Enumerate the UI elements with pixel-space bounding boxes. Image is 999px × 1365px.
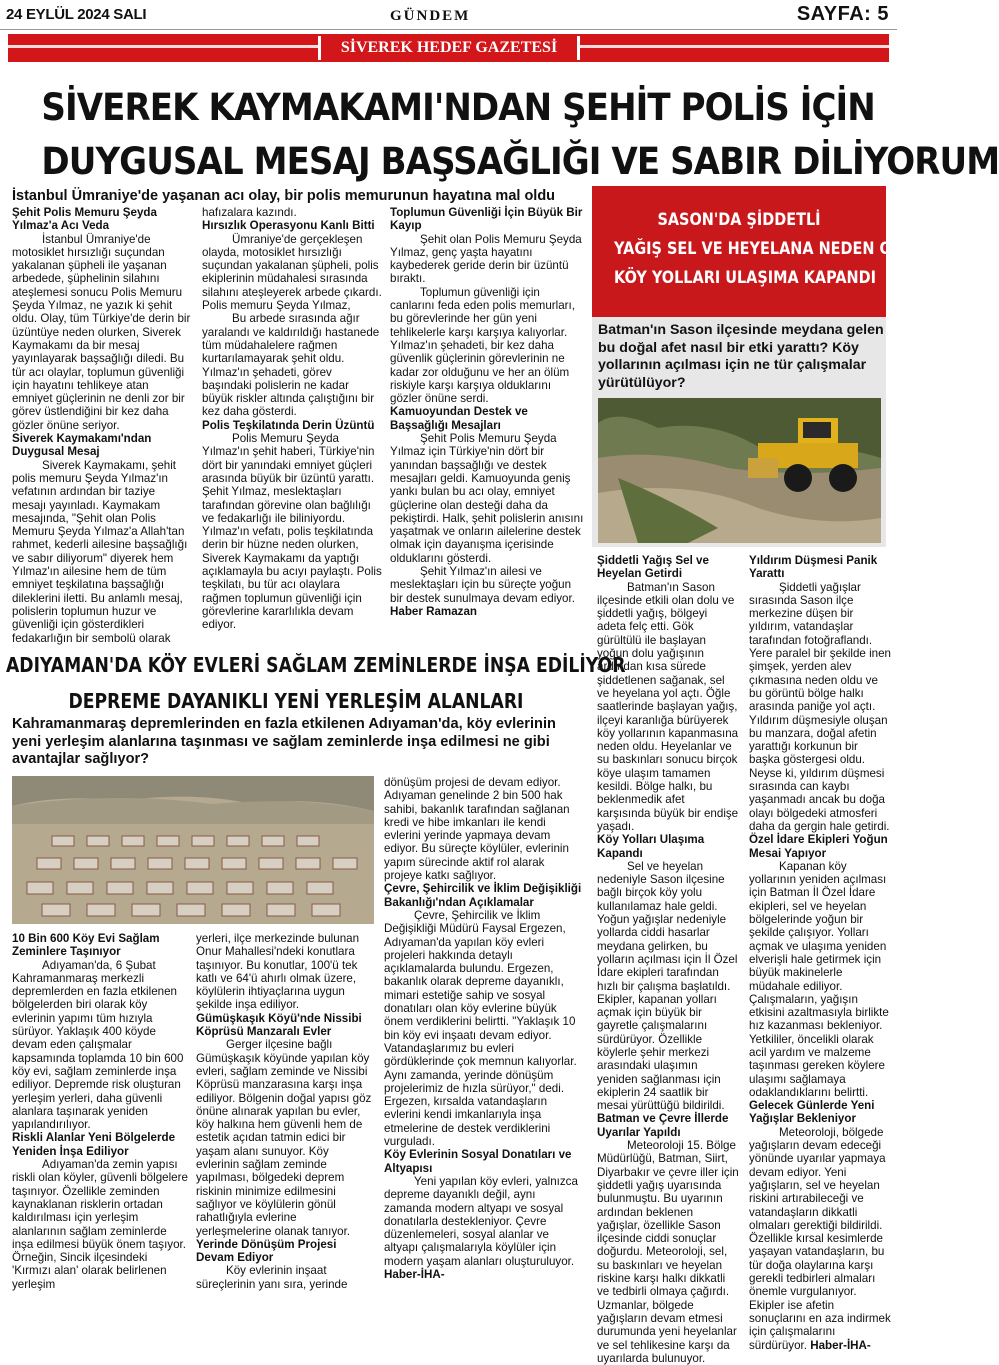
- lead-column-2: [202, 206, 382, 630]
- subheading: Polis Teşkilatında Derin Üzüntü: [202, 418, 375, 432]
- subheading: Yerinde Dönüşüm Projesi Devam Ediyor: [196, 1237, 337, 1265]
- paragraph: Şiddetli yağışlar sırasında Sason ilçe merkezine düşen bir yıldırım, vatandaşlar tarafından fotoğraflandı. Yere paralel bir şekilde inen şimşek, yerden alev çıkmasına neden oldu ve bu görüntü bölge halkı arasında paniğe yol açtı. Yıldırım düşmesiyle oluşan bu manzara, doğal afetin yarattığı korkunun bir başka göstergesi oldu. Neyse ki, yıldırım düşmesi sırasında can kaybı yaşanmadı ancak bu doğa olayı bölgedeki atmosferi daha da gergin hale getirdi.: [749, 580, 892, 833]
- adiyaman-headline-line1: ADIYAMAN'DA KÖY EVLERİ SAĞLAM ZEMİNLERDE İNŞA EDİLİYOR: [6, 653, 626, 677]
- paragraph: Batman'ın Sason ilçesinde etkili olan dolu ve şiddetli yağış, bölgeyi adeta felç etti. Gök gürültülü ile başlayan yoğun dolu yağışının ardından kısa sürede şiddetlenen sağanak, sel ve heyelana yol açtı. Öğle saatlerinde başlayan yağış, ilçeyi karanlığa bürüyerek köy yollarının kapanmasına neden oldu. Heyelanlar ve su baskınları sonucu birçok köye ulaşım tamamen kesildi. Bölge halkı, bu beklenmedik afet karşısında büyük bir endişe yaşadı.: [597, 580, 739, 833]
- issue-date: 24 EYLÜL 2024 SALI: [6, 6, 147, 23]
- subheading: Köy Yolları Ulaşıma Kapandı: [597, 833, 705, 860]
- adiyaman-headline-line2: DEPREME DAYANIKLI YENİ YERLEŞİM ALANLARI: [68, 689, 524, 713]
- subheading: 10 Bin 600 Köy Evi Sağlam Zeminlere Taşınıyor: [12, 932, 160, 959]
- paragraph: Şehit Yılmaz'ın ailesi ve meslektaşları için bu süreçte yoğun bir destek sunulmaya devam ediyor. Haber Ramazan: [390, 565, 575, 618]
- paragraph: Kapanan köy yollarının yeniden açılması için Batman İl Özel İdare ekipleri, sel ve heyelan bölgelerinde yoğun bir şekilde çalışıyor. Yolları açmak ve ulaşıma yeniden elverişli hale getirmek için büyük makinelerle müdahale ediliyor. Çalışmaların, yağışın etkisini azaltmasıyla birlikte hız kazanması bekleniyor. Yetkililer, öncelikli olarak acil yardım ve malzeme taşınması gereken köylere ulaşımı sağlamaya odaklandıklarını belirtti.: [749, 859, 889, 1099]
- paragraph: Toplumun güvenliği için canlarını feda eden polis memurları, bu görevlerinde her gün yeni tehlikelerle karşı karşıya kalıyorlar. Yılmaz'ın şehadeti, bir kez daha güvenlik güçlerinin görevlerinin ne kadar zor olduğunu ve her an ölüm riskiyle karşı karşıya olduklarını gözler önüne serdi.: [390, 285, 575, 406]
- section-name: GÜNDEM: [390, 8, 471, 24]
- lead-column-3: [390, 206, 584, 630]
- sason-question: Batman'ın Sason ilçesinde meydana gelen bu doğal afet nasıl bir etki yarattı? Köy yollarının açılması için ne tür çalışmalar yürütülüyor?: [598, 322, 884, 391]
- paragraph: Köy evlerinin inşaat süreçlerinin yanı sıra, yerinde: [196, 1264, 348, 1291]
- subheading: Gelecek Günlerde Yeni Yağışlar Bekleniyor: [749, 1099, 875, 1126]
- paragraph: Yeni yapılan köy evleri, yalnızca depreme dayanıklı değil, aynı zamanda modern altyapı ve sosyal donatılarla destekleniyor. Çevre düzenlemeleri, sosyal alanlar ve altyapı çalışmalarıyla köylüler için modern yaşam alanları oluşturuluyor. Haber-İHA-: [384, 1174, 578, 1281]
- lead-headline-line2: DUYGUSAL MESAJ BAŞSAĞLIĞI VE SABIR DİLİYORUM: [41, 140, 999, 183]
- paragraph: Çevre, Şehircilik ve İklim Değişikliği Müdürü Faysal Ergezen, Adıyaman'da yapılan köy evleri projeleri hakkında detaylı açıklamalarda bulundu. Ergezen, bakanlık olarak depreme dayanıklı, mimari estetiğe sahip ve sosyal donatıları olan köy evlerine büyük önem verdiklerini belirtti. "Yaklaşık 10 bin köy evi inşaatı devam ediyor. Vatandaşlarımız bu evleri gördüklerinde çok memnun kalıyorlar. Aynı zamanda, yerinde dönüşüm projelerimiz de hızla sürüyor," dedi. Ergezen, kırsalda vatandaşların evlerini kendi imkanlarıyla inşa etmelerine de destek verdiklerini vurguladı.: [384, 908, 577, 1149]
- sason-headline-box: [592, 186, 925, 317]
- paragraph: Şehit olan Polis Memuru Şeyda Yılmaz, genç yaşta hayatını kaybederek geride derin bir üzüntü bıraktı.: [390, 232, 582, 286]
- paragraph: hafızalara kazındı.: [202, 206, 297, 219]
- lead-subtitle: İstanbul Ümraniye'de yaşanan acı olay, bir polis memurunun hayatına mal oldu: [12, 188, 556, 204]
- paragraph: yerleri, ilçe merkezinde bulunan Onur Mahallesi'ndeki konutlara taşınıyor. Bu konutlar, 100'ü tek katlı ve 64'ü ahırlı olmak üzere, köylülerin ihtiyaçlarına uygun şekilde inşa ediliyor.: [196, 932, 360, 1012]
- subheading: Gümüşkaşık Köyü'nde Nissibi Köprüsü Manzaralı Evler: [196, 1011, 362, 1039]
- subheading: Çevre, Şehircilik ve İklim Değişikliği Bakanlığı'ndan Açıklamalar: [384, 882, 582, 909]
- sason-headline-line2: YAĞIŞ SEL VE HEYELANA NEDEN OLDU: [614, 239, 925, 259]
- village-houses-photo: [12, 776, 374, 924]
- sason-column-2: [749, 554, 892, 1352]
- paragraph: İstanbul Ümraniye'de motosiklet hırsızlığı suçundan yakalanan şüpheli ile yaşanan arbedede, şüphelinin silahını ateşlemesi sonucu Polis Memuru Şeyda Yılmaz, ne yazık ki şehit oldu. Olay, tüm Türkiye'de derin bir üzüntüye neden olurken, Siverek Kaymakamı da bir mesaj yayınlayarak başsağlığı diledi. Bu tür acı olaylar, toplumun güvenliği için hayatını tehlikeye atan emniyet güçlerinin ne denli zor bir görev üstlendiğini bir kez daha gözler önüne seriyor.: [12, 232, 191, 432]
- paragraph: Şehit Polis Memuru Şeyda Yılmaz için Türkiye'nin dört bir yanından başsağlığı ve destek mesajları geldi. Kamuoyunda geniş yankı bulan bu acı olay, emniyet güçlerine olan desteği daha da pekiştirdi. Halk, şehit polislerin anısını yaşatmak ve onların ailelerine destek olmak için dayanışma içerisinde olduklarını gösterdi.: [390, 432, 584, 565]
- newspaper-brand: SİVEREK HEDEF GAZETESİ: [318, 36, 580, 60]
- subheading: Riskli Alanlar Yeni Bölgelerde Yeniden İnşa Ediliyor: [12, 1131, 176, 1158]
- byline: Haber-İHA-: [810, 1338, 871, 1352]
- paragraph: Sel ve heyelan nedeniyle Sason ilçesine bağlı birçok köy yolu kullanılamaz hale geldi. Yoğun yağışlar nedeniyle yollarda ciddi hasarlar meydana gelirken, bu yolların açılması için İl Özel İdare ekipleri tarafından hızlı bir çalışma başlatıldı. Ekipler, kapanan yolları açmak için büyük bir gayretle çalışmalarını sürdürüyor. Özellikle köylerle şehir merkezi arasındaki ulaşımın yeniden sağlanması için ekiplerin 24 saatlik bir mesai yürüttüğü bildirildi.: [597, 859, 738, 1113]
- subheading: Özel İdare Ekipleri Yoğun Mesai Yapıyor: [749, 833, 888, 860]
- subheading: Yıldırım Düşmesi Panik Yarattı: [749, 554, 878, 581]
- paragraph: Meteoroloji, bölgede yağışların devam edeceği yönünde uyarılar yapmaya devam ediyor. Yeni yağışların, sel ve heyelan riskini artırabileceği ve vatandaşların dikkatli olmaları gerektiği bildirildi. Özellikle kırsal kesimlerde yaşayan vatandaşların, bu tür doğa olaylarına karşı gerekli tedbirleri almaları önemle vurgulanıyor. Ekipler ise afetin sonuçlarını en aza indirmek için çalışmalarını sürdürüyor. Haber-İHA-: [749, 1125, 891, 1352]
- paragraph: Adıyaman'da zemin yapısı riskli olan köyler, güvenli bölgelere taşınıyor. Özellikle zeminden kaynaklanan risklerin ortadan kaldırılması için yerleşim alanlarının sağlam zeminlerde inşa edilmesi büyük önem taşıyor. Örneğin, Sincik ilçesindeki 'Kırmızı alan' olarak belirlenen yerleşim: [12, 1158, 188, 1291]
- adiyaman-column-2: [196, 932, 374, 1291]
- paragraph: Polis Memuru Şeyda Yılmaz'ın şehit haberi, Türkiye'nin dört bir yanındaki emniyet güçleri arasında büyük bir üzüntü yarattı. Şehit Yılmaz, meslektaşları tarafından görevine olan bağlılığı ve fedakarlığı ile biliniyordu. Yılmaz'ın vefatı, polis teşkilatında derin bir hüzne neden olurken, Siverek Kaymakamı da yaptığı açıklamayla bu acıyı paylaştı. Polis teşkilatı, bu tür acı olaylara rağmen toplumun güvenliği için görevlerine kararlılıkla devam ediyor.: [202, 432, 382, 632]
- paragraph: dönüşüm projesi de devam ediyor. Adıyaman genelinde 2 bin 500 hak sahibi, bakanlık tarafından sağlanan kredi ve hibe imkanları ile kendi evlerini yerinde yapmaya devam ediyor. Bu süreçte köylüler, evlerinin yapım sürecinde aktif rol alarak projeye katkı sağlıyor.: [384, 776, 570, 883]
- subheading: Toplumun Güvenliği İçin Büyük Bir Kayıp: [390, 206, 583, 233]
- paragraph: Ümraniye'de gerçekleşen olayda, motosiklet hırsızlığı suçundan yakalanan şüpheli, polis ekiplerinin müdahalesi sırasında silahını ateşleyerek arbede çıkardı. Polis memuru Şeyda Yılmaz,: [202, 232, 382, 313]
- byline: Haber-İHA-: [384, 1267, 445, 1281]
- paragraph: Gerger ilçesine bağlı Gümüşkaşık köyünde yapılan köy evleri, sağlam zeminde ve Nissibi Köprüsü manzarasına karşı inşa ediliyor. Bölgenin doğal yapısı göz önüne alınarak yapılan bu evler, köy halkına hem güvenli hem de estetik açıdan tatmin edici bir yaşam alanı sunuyor. Köy evlerinin sağlam zeminde yapılması, bölgedeki deprem riskinin minimize edilmesini sağlıyor ve köylülerin gönül rahatlığıyla evlerine yerleşmelerine olanak tanıyor.: [196, 1038, 372, 1238]
- lead-headline-line1: SİVEREK KAYMAKAMI'NDAN ŞEHİT POLİS İÇİN: [41, 86, 875, 129]
- paragraph: Adıyaman'da, 6 Şubat Kahramanmaraş merkezli depremlerden en fazla etkilenen bölgelerden biri olarak köy evlerinin yapımı tüm hızıyla sürüyor. Yaklaşık 400 köyde devam eden çalışmalar kapsamında toplamda 10 bin 600 köy evi, sağlam zeminlerde inşa ediliyor. Depremde risk oluşturan yerleşim yerleri, daha güvenli alanlara taşınarak yeniden yapılandırılıyor.: [12, 958, 184, 1132]
- subheading: Şiddetli Yağış Sel ve Heyelan Getirdi: [597, 554, 709, 581]
- adiyaman-column-1: [12, 932, 188, 1291]
- lead-column-1: [12, 206, 192, 645]
- subheading: Hırsızlık Operasyonu Kanlı Bitti: [202, 219, 375, 233]
- byline: Haber Ramazan: [390, 604, 477, 618]
- adiyaman-subtitle: Kahramanmaraş depremlerinden en fazla etkilenen Adıyaman'da, köy evlerinin yeni yerleşim alanlarına taşınması ve sağlam zeminlerde inşa edilmesi ne gibi avantajlar sağlıyor?: [12, 716, 556, 767]
- subheading: Batman ve Çevre İllerde Uyarılar Yapıldı: [597, 1112, 729, 1139]
- paragraph: Siverek Kaymakamı, şehit polis memuru Şeyda Yılmaz'ın vefatının ardından bir taziye mesajı yayınladı. Kaymakam mesajında, "Şehit olan Polis Memuru Şeyda Yılmaz'a Allah'tan rahmet, kederli ailesine başsağlığı ve sabır diliyorum" diyerek hem Yılmaz'ın ailesine hem de tüm emniyet teşkilatına başsağlığı dileklerini iletti. Bu anlamlı mesaj, polislerin toplumun huzur ve güvenliği için gösterdikleri fedakarlığın bir sembolü olarak: [12, 458, 188, 645]
- page-number: SAYFA: 5: [796, 3, 889, 25]
- paragraph: Meteoroloji 15. Bölge Müdürlüğü, Batman, Siirt, Diyarbakır ve çevre iller için şiddetli yağış uyarısında bulunmuştu. Bu uyarının ardından beklenen yağışlar, özellikle Sason ilçesinde ciddi sonuçlar doğurdu. Meteoroloji, sel, su baskınları ve heyelan riskine karşı halkı dikkatli ve tedbirli olmaya çağırdı. Uzmanlar, bölgede yağışların devam etmesi durumunda yeni heyelanlar ve sel tehlikesine karşı da uyarılarda bulunuyor.: [597, 1139, 739, 1365]
- subheading: Köy Evlerinin Sosyal Donatıları ve Altyapısı: [384, 1148, 572, 1175]
- paragraph: Bu arbede sırasında ağır yaralandı ve kaldırıldığı hastanede tüm müdahalelere rağmen kurtarılamayarak şehit oldu. Yılmaz'ın şehadeti, görev başındaki polislerin ne kadar büyük riskler altında çalıştığını bir kez daha gösterdi.: [202, 312, 380, 419]
- subheading: Şehit Polis Memuru Şeyda Yılmaz'a Acı Veda: [12, 206, 157, 233]
- adiyaman-column-3: [384, 776, 584, 1281]
- sason-headline-line1: SASON'DA ŞİDDETLİ: [657, 210, 821, 230]
- landslide-photo: [598, 398, 881, 543]
- sason-headline-line3: KÖY YOLLARI ULAŞIMA KAPANDI: [614, 268, 877, 288]
- subheading: Kamuoyundan Destek ve Başsağlığı Mesajları: [390, 405, 528, 432]
- subheading: Siverek Kaymakamı'ndan Duygusal Mesaj: [12, 432, 152, 459]
